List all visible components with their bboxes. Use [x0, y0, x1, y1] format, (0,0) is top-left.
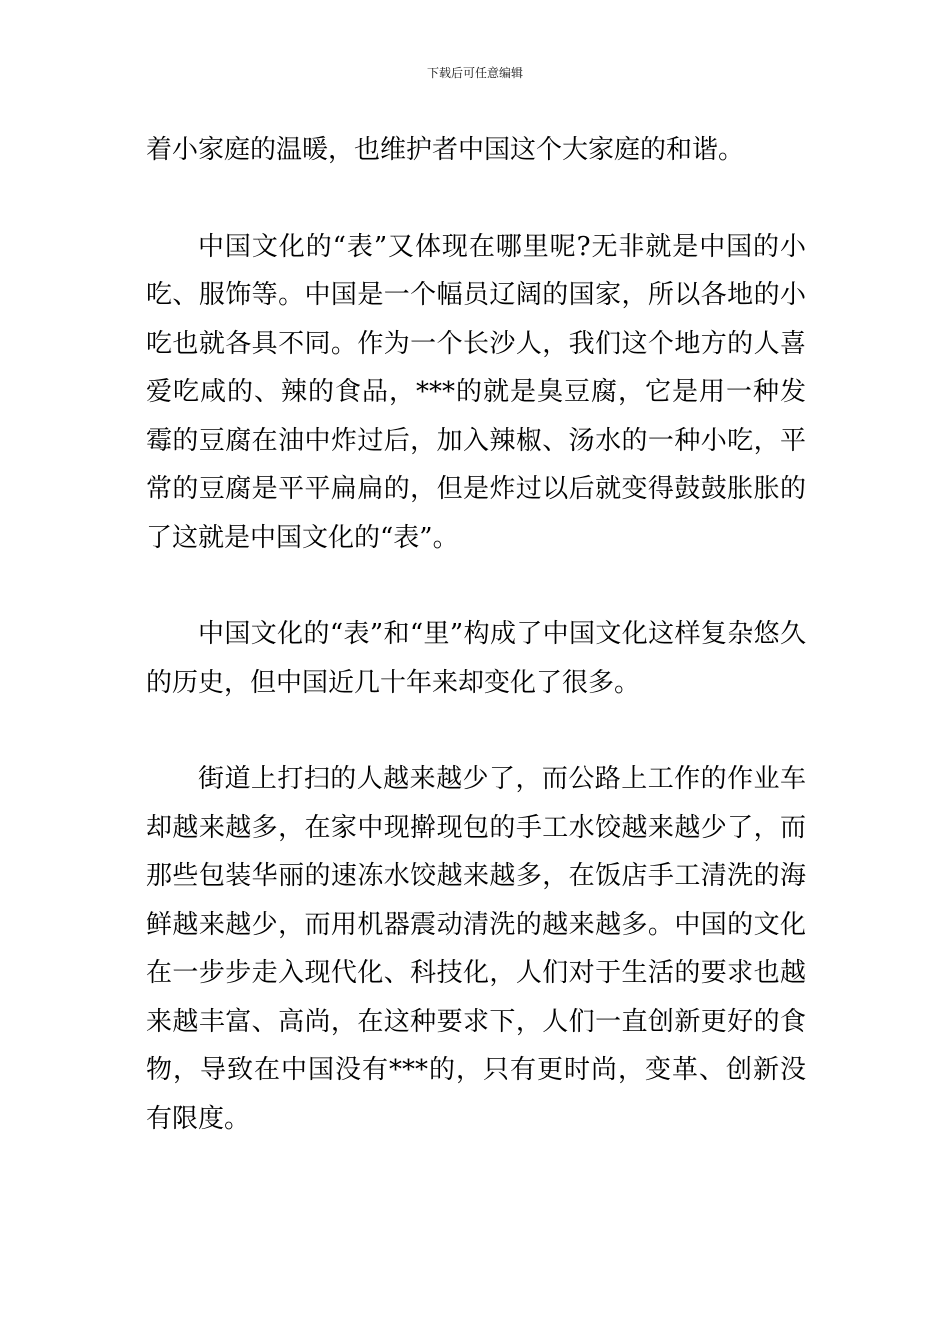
page-header: 下载后可任意编辑 [426, 66, 523, 80]
document-body [146, 126, 806, 1143]
paragraph-spacer [146, 707, 806, 755]
paragraph-spacer [146, 562, 806, 610]
paragraph-2: 中国文化的“表”又体现在哪里呢?无非就是中国的小吃、服饰等。中国是一个幅员辽阔的国家，所以各地的小吃也就各具不同。作为一个长沙人，我们这个地方的人喜爱吃咸的、辣的食品，***的就是臭豆腐，它是用一种发霉的豆腐在油中炸过后，加入辣椒、汤水的一种小吃，平常的豆腐是平平扁扁的，但是炸过以后就变得鼓鼓胀胀的了这就是中国文化的“表”。 [146, 231, 806, 553]
paragraph-3: 中国文化的“表”和“里”构成了中国文化这样复杂悠久的历史，但中国近几十年来却变化了很多。 [146, 619, 806, 698]
paragraph-1: 着小家庭的温暖，也维护者中国这个大家庭的和谐。 [146, 135, 745, 165]
paragraph-spacer [146, 175, 806, 223]
paragraph-4: 街道上打扫的人越来越少了，而公路上工作的作业车却越来越多，在家中现擀现包的手工水饺越来越少了，而那些包装华丽的速冻水饺越来越多，在饭店手工清洗的海鲜越来越少，而用机器震动清洗的越来越多。中国的文化在一步步走入现代化、科技化，人们对于生活的要求也越来越丰富、高尚，在这种要求下，人们一直创新更好的食物，导致在中国没有***的，只有更时尚，变革、创新没有限度。 [146, 764, 806, 1134]
